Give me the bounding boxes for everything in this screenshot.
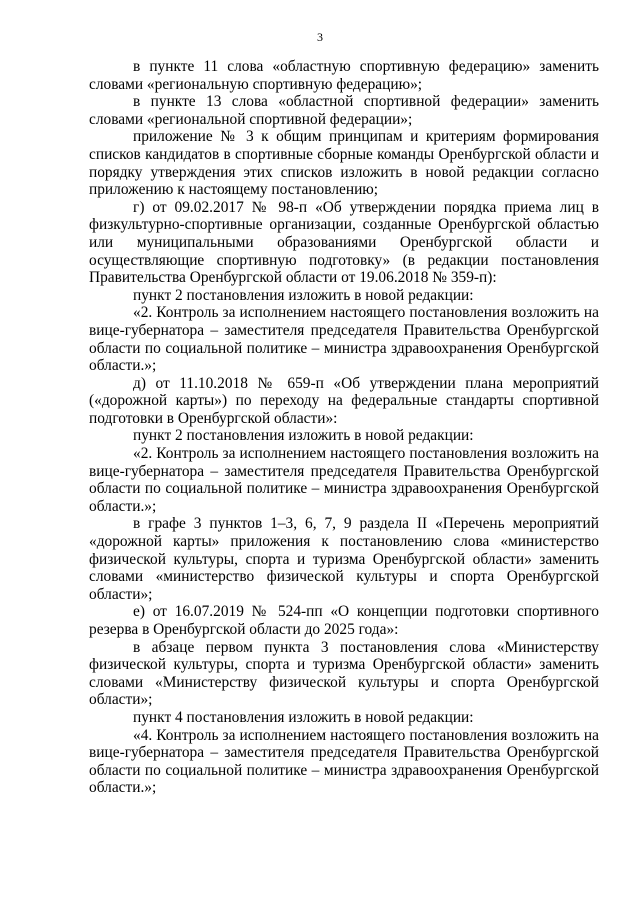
- paragraph-control-quote-4: «4. Контроль за исполнением настоящего постановления возложить на вице-губернатора – заместителя председателя Правительства Оренбургской области по социальной политике – министра здравоохранения Оренбургской области.»;: [89, 726, 599, 797]
- paragraph-point-4-heading: пункт 4 постановления изложить в новой редакции:: [133, 708, 474, 726]
- paragraph-resolution-524pp: е) от 16.07.2019 № 524-пп «О концепции подготовки спортивного резерва в Оренбургской области до 2025 года»:: [89, 603, 599, 638]
- page-number: 3: [317, 30, 323, 44]
- paragraph-control-quote: «2. Контроль за исполнением настоящего постановления возложить на вице-губернатора – заместителя председателя Правительства Оренбургской области по социальной политике – министра здравоохранения Оренбургской области.»;: [89, 304, 599, 375]
- paragraph-resolution-659p: д) от 11.10.2018 № 659-п «Об утверждении плана мероприятий («дорожной карты») по переходу на федеральные стандарты спортивной подготовки в Оренбургской области»:: [89, 374, 599, 427]
- paragraph-control-quote: «2. Контроль за исполнением настоящего постановления возложить на вице-губернатора – заместителя председателя Правительства Оренбургской области по социальной политике – министра здравоохранения Оренбургской области.»;: [89, 445, 599, 515]
- paragraph-point-3-first: в абзаце первом пункта 3 постановления слова «Министерству физической культуры, спорта и туризма Оренбургской области» заменить словами «Министерству физической культуры и спорта Оренбургской области»;: [89, 638, 599, 709]
- paragraph-resolution-98p: г) от 09.02.2017 № 98-п «Об утверждении порядка приема лиц в физкультурно-спортивные организации, созданные Оренбургской областью или муниципальными образованиями Оренбургской области и осуществляющие спортивную подготовку» (в редакции постановления Правительства Оренбургской области от 19.06.2018 № 359-п):: [89, 198, 599, 287]
- paragraph-appendix-3: приложение № 3 к общим принципам и критериям формирования списков кандидатов в спортивные сборные команды Оренбургской области и порядку утверждения этих списков изложить в новой редакции согласно приложению к настоящему постановлению;: [89, 128, 599, 199]
- paragraph-point-2-heading: пункт 2 постановления изложить в новой редакции:: [133, 427, 474, 445]
- paragraph-item-13: в пункте 13 слова «областной спортивной федерации» заменить словами «региональной спортивной федерации»;: [89, 93, 599, 128]
- paragraph-point-2-heading: пункт 2 постановления изложить в новой редакции:: [133, 286, 474, 304]
- paragraph-item-11: в пункте 11 слова «областную спортивную федерацию» заменить словами «региональную спортивную федерацию»;: [89, 58, 599, 93]
- document-body: [89, 58, 599, 797]
- paragraph-column-3: в графе 3 пунктов 1–3, 6, 7, 9 раздела II «Перечень мероприятий «дорожной карты» приложения к постановлению слова «министерство физической культуры, спорта и туризма Оренбургской области» заменить словами «министерство физической культуры и спорта Оренбургской области»;: [89, 515, 599, 603]
